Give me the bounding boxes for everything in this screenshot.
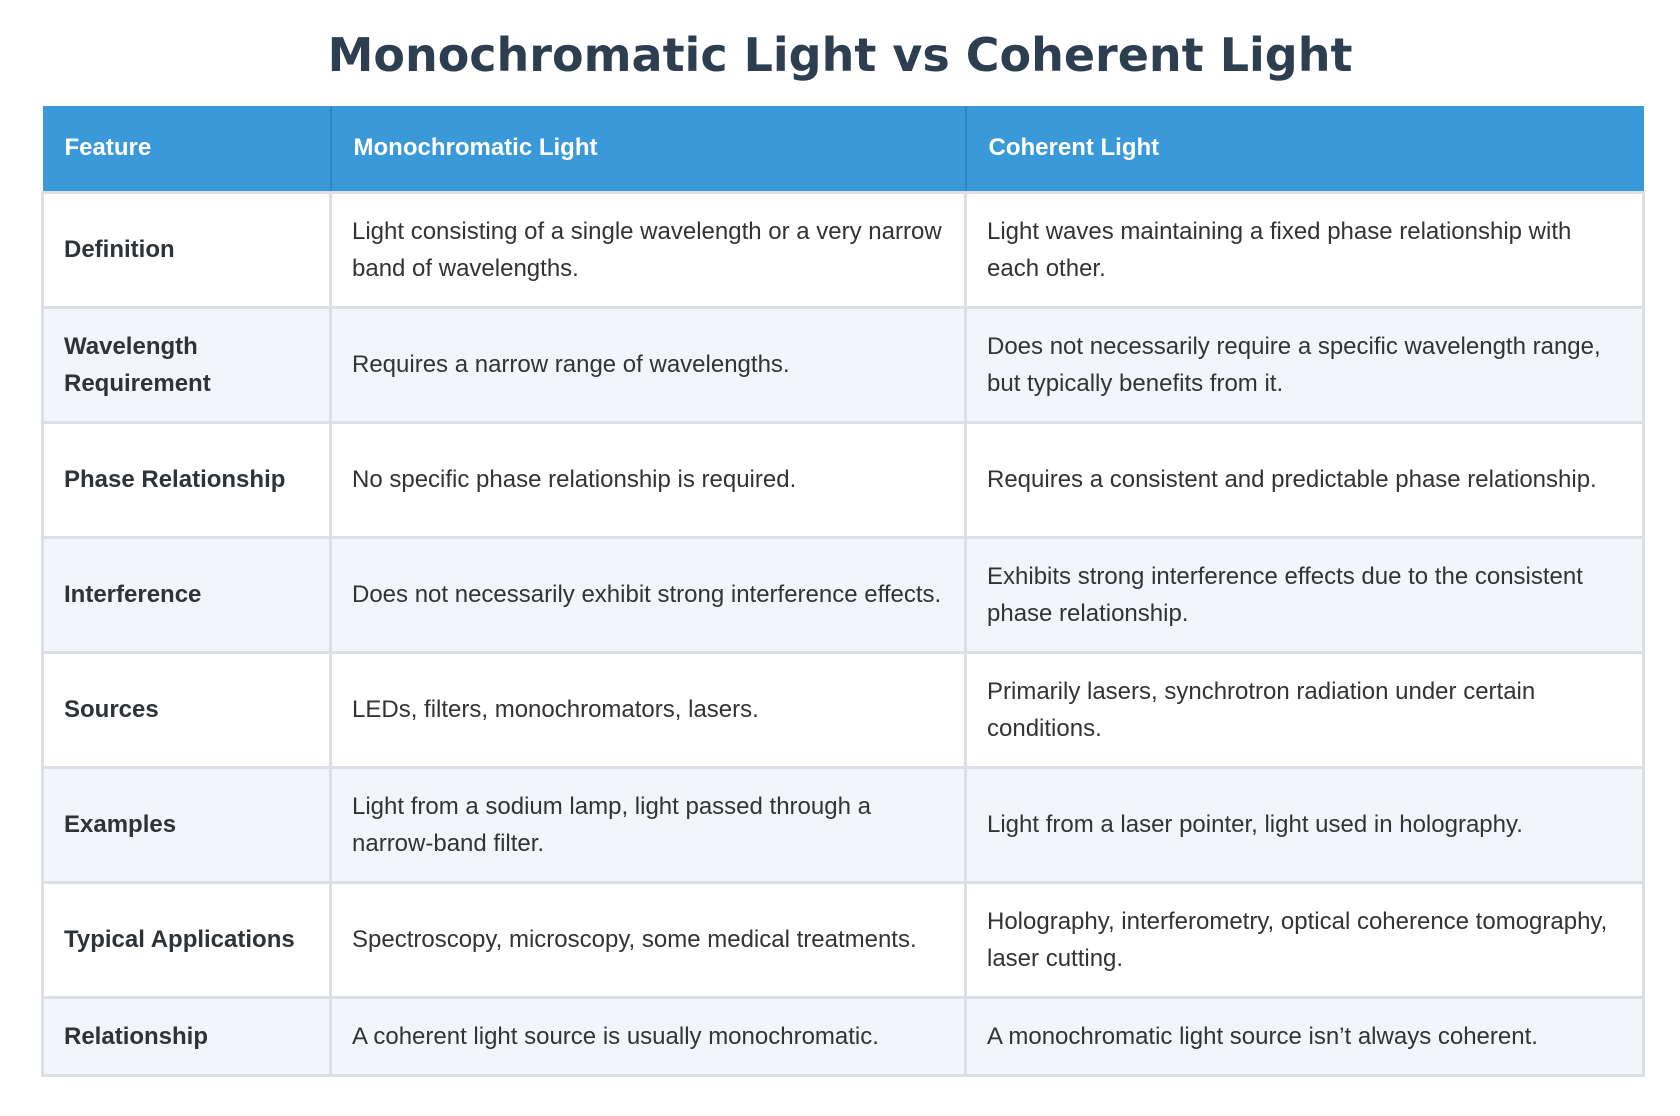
table-header-row [43,106,1644,192]
header-feature: Feature [43,106,331,192]
table-row [43,997,1644,1075]
coherent-cell: Primarily lasers, synchrotron radiation under certain conditions. [966,652,1644,767]
monochromatic-cell: Light from a sodium lamp, light passed through a narrow-band filter. [331,767,966,882]
feature-cell: Phase Relationship [43,422,331,537]
coherent-cell: Light waves maintaining a fixed phase relationship with each other. [966,192,1644,307]
feature-cell: Sources [43,652,331,767]
coherent-cell: Light from a laser pointer, light used in holography. [966,767,1644,882]
header-coherent-light: Coherent Light [966,106,1644,192]
feature-cell: Interference [43,537,331,652]
monochromatic-cell: A coherent light source is usually monochromatic. [331,997,966,1075]
feature-cell: Relationship [43,997,331,1075]
table-row [43,192,1644,307]
table-row [43,652,1644,767]
monochromatic-cell: Light consisting of a single wavelength or a very narrow band of wavelengths. [331,192,966,307]
feature-cell: Typical Applications [43,882,331,997]
coherent-cell: Holography, interferometry, optical coherence tomography, laser cutting. [966,882,1644,997]
feature-cell: Definition [43,192,331,307]
table-row [43,307,1644,422]
table-row [43,537,1644,652]
coherent-cell: A monochromatic light source isn’t always coherent. [966,997,1644,1075]
coherent-cell: Exhibits strong interference effects due to the consistent phase relationship. [966,537,1644,652]
coherent-cell: Does not necessarily require a specific wavelength range, but typically benefits from it. [966,307,1644,422]
table-row [43,422,1644,537]
page-title: Monochromatic Light vs Coherent Light [327,28,1353,82]
table-row [43,767,1644,882]
comparison-table [41,106,1645,1077]
monochromatic-cell: Does not necessarily exhibit strong interference effects. [331,537,966,652]
table-row [43,882,1644,997]
feature-cell: Wavelength Requirement [43,307,331,422]
monochromatic-cell: LEDs, filters, monochromators, lasers. [331,652,966,767]
monochromatic-cell: No specific phase relationship is required. [331,422,966,537]
monochromatic-cell: Spectroscopy, microscopy, some medical treatments. [331,882,966,997]
monochromatic-cell: Requires a narrow range of wavelengths. [331,307,966,422]
header-monochromatic-light: Monochromatic Light [331,106,966,192]
coherent-cell: Requires a consistent and predictable phase relationship. [966,422,1644,537]
feature-cell: Examples [43,767,331,882]
